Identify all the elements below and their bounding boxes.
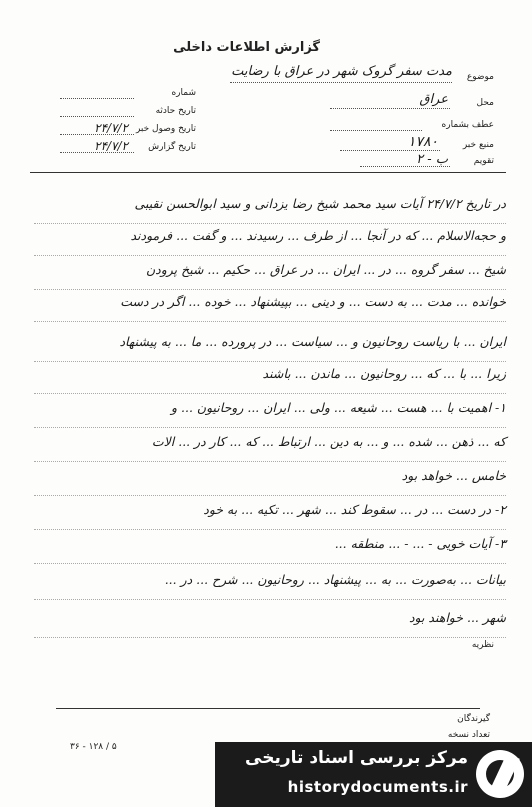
watermark-banner [215,742,532,807]
subject-label: موضوع [466,72,494,82]
report-date-label: تاریخ گزارش [148,142,196,152]
evaluation-label: تقویم [473,156,494,166]
body-line: بیانات ... به‌صورت ... به ... پیشنهاد ... روحانیون ... شرح ... در ... [34,572,506,604]
source-value: ۱۷۸۰ [407,134,438,150]
form-code: ۳۶ - ۱۲۸ / ۵ [70,742,117,752]
receive-date-line [60,134,134,135]
body-line: ۳- آیات خویی - ... - ... منطقه ... [34,536,506,568]
copies-label: تعداد نسخه [447,730,490,740]
number-label: شماره [171,88,196,98]
opinion-label: نظریه [471,640,494,650]
footer-divider [56,708,480,709]
source-line [340,150,440,151]
ref-label: عطف بشماره [441,120,494,130]
place-value: عراق [419,92,448,107]
recipients-label: گیرندگان [457,714,490,724]
body-line: ۱- اهمیت با ... هست ... شیعه ... ولی ... ایران ... روحانیون ... و [34,400,506,432]
source-label: منبع خبر [462,140,494,150]
place-label: محل [476,98,494,108]
watermark-url: historydocuments.ir [287,778,468,796]
ref-line [330,130,422,131]
body-line: در تاریخ ۲۴/۷/۲ آیات سید محمد شیخ رضا یزدانی و سید ابوالحسن نقیبی [34,196,506,228]
event-date-line [60,116,134,117]
body-line: که ... ذهن ... شده ... و ... به دین ... ارتباط ... که ... کار در ... الات [34,434,506,466]
body-line: شهر ... خواهند بود [34,610,506,642]
body-line: ۲- در دست ... در ... سقوط کند ... شهر ... تکیه ... به خود [34,502,506,534]
report-date-line [60,152,134,153]
document-title: گزارش اطلاعات داخلی [173,40,320,55]
evaluation-value: ب - ۲ [416,152,448,167]
subject-value: مدت سفر گروک شهر در عراق با رضایت [231,64,452,79]
body-line: زیرا ... با ... که ... روحانیون ... ماندن ... باشند [34,366,506,398]
body-line: شیخ ... سفر گروه ... در ... ایران ... در عراق ... حکیم ... شیخ پرودن [34,262,506,294]
subject-line [230,82,452,83]
body-line: خوانده ... مدت ... به دست ... و دینی ... بپیشنهاد ... خوده ... اگر در دست [34,294,506,326]
header-divider [30,172,506,173]
archive-logo-icon [476,750,524,798]
body-line: و حجه‌الاسلام ... که در آنجا ... از طرف ... رسیدند ... و گفت ... فرمودند [34,228,506,260]
event-date-label: تاریخ حادثه [155,106,196,116]
evaluation-line [360,166,450,167]
receive-date-label: تاریخ وصول خبر [135,124,196,134]
number-line [60,98,134,99]
receive-date-value: ۲۴/۷/۲ [94,121,128,135]
body-line: ایران ... با ریاست روحانیون و ... سیاست ... در پرورده ... ما ... به پیشنهاد [34,334,506,366]
watermark-title: مرکز بررسی اسناد تاریخی [245,748,468,768]
report-date-value: ۲۴/۷/۲ [94,139,128,153]
place-line [330,108,450,109]
body-line: خامس ... خواهد بود [34,468,506,500]
